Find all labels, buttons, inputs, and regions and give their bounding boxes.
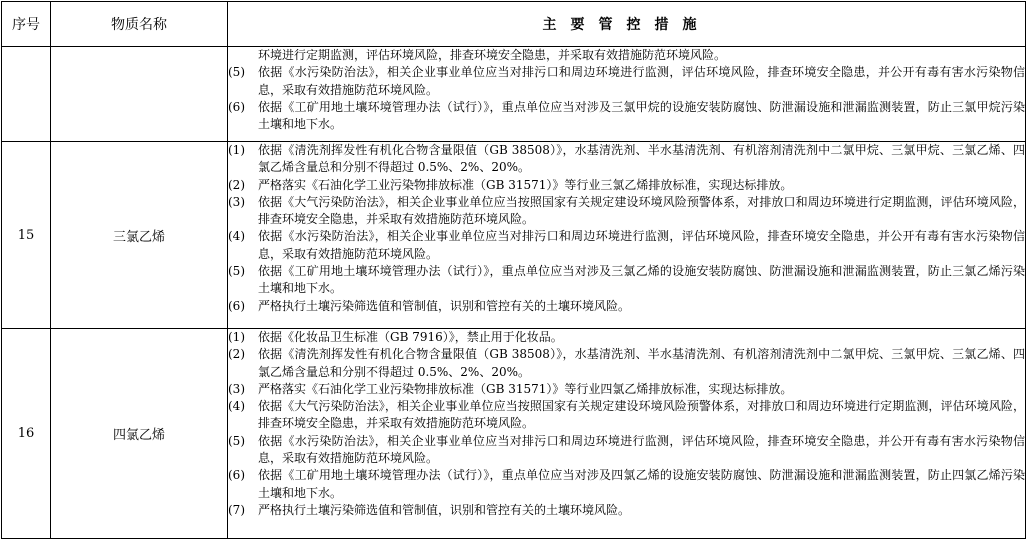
header-name: 物质名称 — [51, 2, 228, 47]
measure-index: (3) — [228, 194, 245, 209]
row-number: 16 — [2, 329, 51, 539]
measure-item — [228, 467, 1025, 502]
measure-continuation: 环境进行定期监测，评估环境风险，排查环境安全隐患，并采取有效措施防范环境风险。 — [258, 48, 727, 62]
measure-text: 依据《清洗剂挥发性有机化合物含量限值（GB 38508）》，水基清洗剂、半水基清洗剂、有机溶剂清洗剂中二氯甲烷、三氯甲烷、三氯乙烯、四氯乙烯含量总和分别不得超过 0.5%、2%、20%。 — [258, 347, 1025, 379]
measure-text: 依据《工矿用地土壤环境管理办法（试行）》，重点单位应当对涉及四氯乙烯的设施安装防腐蚀、防泄漏设施和泄漏监测装置，防止四氯乙烯污染土壤和地下水。 — [258, 468, 1025, 500]
measure-item — [228, 99, 1025, 134]
measure-index: (1) — [228, 143, 245, 157]
measure-text: 依据《大气污染防治法》，相关企业事业单位应当按照国家有关规定建设环境风险预警体系，对排放口和周边环境进行定期监测，评估环境风险，排查环境安全隐患，并采取有效措施防范环境风险。 — [258, 194, 1025, 227]
table-row-16 — [2, 329, 1026, 539]
measure-item — [228, 64, 1025, 99]
measure-index: (4) — [228, 399, 245, 414]
measure-text: 依据《水污染防治法》，相关企业事业单位应当对排污口和周边环境进行监测，评估环境风险，排查环境安全隐患，并公开有毒有害水污染物信息，采取有效措施防范环境风险。 — [258, 65, 1025, 97]
measure-item — [228, 298, 1025, 315]
measure-text: 依据《水污染防治法》，相关企业事业单位应当对排污口和周边环境进行监测，评估环境风险，排查环境安全隐患，并公开有毒有害水污染物信息，采取有效措施防范环境风险。 — [258, 229, 1025, 261]
measure-text: 依据《化妆品卫生标准（GB 7916）》，禁止用于化妆品。 — [258, 330, 563, 344]
measure-index: (6) — [228, 468, 245, 483]
measures-cell — [228, 47, 1026, 142]
measure-text: 依据《清洗剂挥发性有机化合物含量限值（GB 38508）》，水基清洗剂、半水基清洗剂、有机溶剂清洗剂中二氯甲烷、三氯甲烷、三氯乙烯、四氯乙烯含量总和分别不得超过 0.5%、2%、20%。 — [258, 143, 1025, 175]
measure-item — [228, 329, 1025, 346]
measure-item — [228, 228, 1025, 263]
header-measures: 主要管控措施 — [228, 2, 1026, 47]
measure-index: (6) — [228, 298, 245, 313]
measure-text: 依据《水污染防治法》，相关企业事业单位应当对排污口和周边环境进行监测，评估环境风险，排查环境安全隐患，并公开有毒有害水污染物信息，采取有效措施防范环境风险。 — [258, 433, 1025, 466]
substance-name: 三氯乙烯 — [51, 142, 228, 329]
measure-index: (7) — [228, 502, 245, 517]
measure-item — [228, 177, 1025, 194]
measure-item — [228, 346, 1025, 381]
measure-index: (2) — [228, 347, 245, 362]
measure-index: (5) — [228, 433, 245, 448]
measure-index: (4) — [228, 229, 245, 244]
measure-item — [228, 502, 1025, 519]
measure-item — [228, 142, 1025, 177]
measure-text: 依据《工矿用地土壤环境管理办法（试行）》，重点单位应当对涉及三氯甲烷的设施安装防腐蚀、防泄漏设施和泄漏监测装置，防止三氯甲烷污染土壤和地下水。 — [258, 99, 1025, 132]
measure-item — [228, 194, 1025, 229]
header-seq: 序号 — [2, 2, 51, 47]
substance-name — [51, 47, 228, 142]
measure-item — [228, 381, 1025, 398]
measures-cell — [228, 142, 1026, 329]
measure-index: (3) — [228, 381, 245, 396]
measure-index: (5) — [228, 264, 245, 279]
measure-index: (2) — [228, 177, 245, 192]
measure-text: 严格执行土壤污染筛选值和管制值，识别和管控有关的土壤环境风险。 — [258, 502, 631, 517]
table-row-14-continued — [2, 47, 1026, 142]
measure-item — [228, 263, 1025, 298]
measures-cell — [228, 329, 1026, 539]
header-row — [2, 2, 1026, 47]
measure-item — [228, 433, 1025, 468]
substance-name: 四氯乙烯 — [51, 329, 228, 539]
measure-text: 严格落实《石油化学工业污染物排放标准（GB 31571）》等行业四氯乙烯排放标准，实现达标排放。 — [258, 381, 793, 396]
measure-index: (6) — [228, 99, 245, 114]
measure-text: 依据《大气污染防治法》，相关企业事业单位应当按照国家有关规定建设环境风险预警体系，对排放口和周边环境进行定期监测，评估环境风险，排查环境安全隐患，并采取有效措施防范环境风险。 — [258, 399, 1025, 431]
measure-item — [228, 398, 1025, 433]
measure-text: 严格执行土壤污染筛选值和管制值，识别和管控有关的土壤环境风险。 — [258, 298, 631, 313]
row-number — [2, 47, 51, 142]
table-row-15 — [2, 142, 1026, 329]
row-number: 15 — [2, 142, 51, 329]
measures-table — [1, 1, 1026, 539]
measure-text: 依据《工矿用地土壤环境管理办法（试行）》，重点单位应当对涉及三氯乙烯的设施安装防腐蚀、防泄漏设施和泄漏监测装置，防止三氯乙烯污染土壤和地下水。 — [258, 264, 1025, 296]
measure-index: (5) — [228, 65, 245, 80]
measure-index: (1) — [228, 330, 245, 344]
measure-text: 严格落实《石油化学工业污染物排放标准（GB 31571）》等行业三氯乙烯排放标准，实现达标排放。 — [258, 177, 793, 192]
